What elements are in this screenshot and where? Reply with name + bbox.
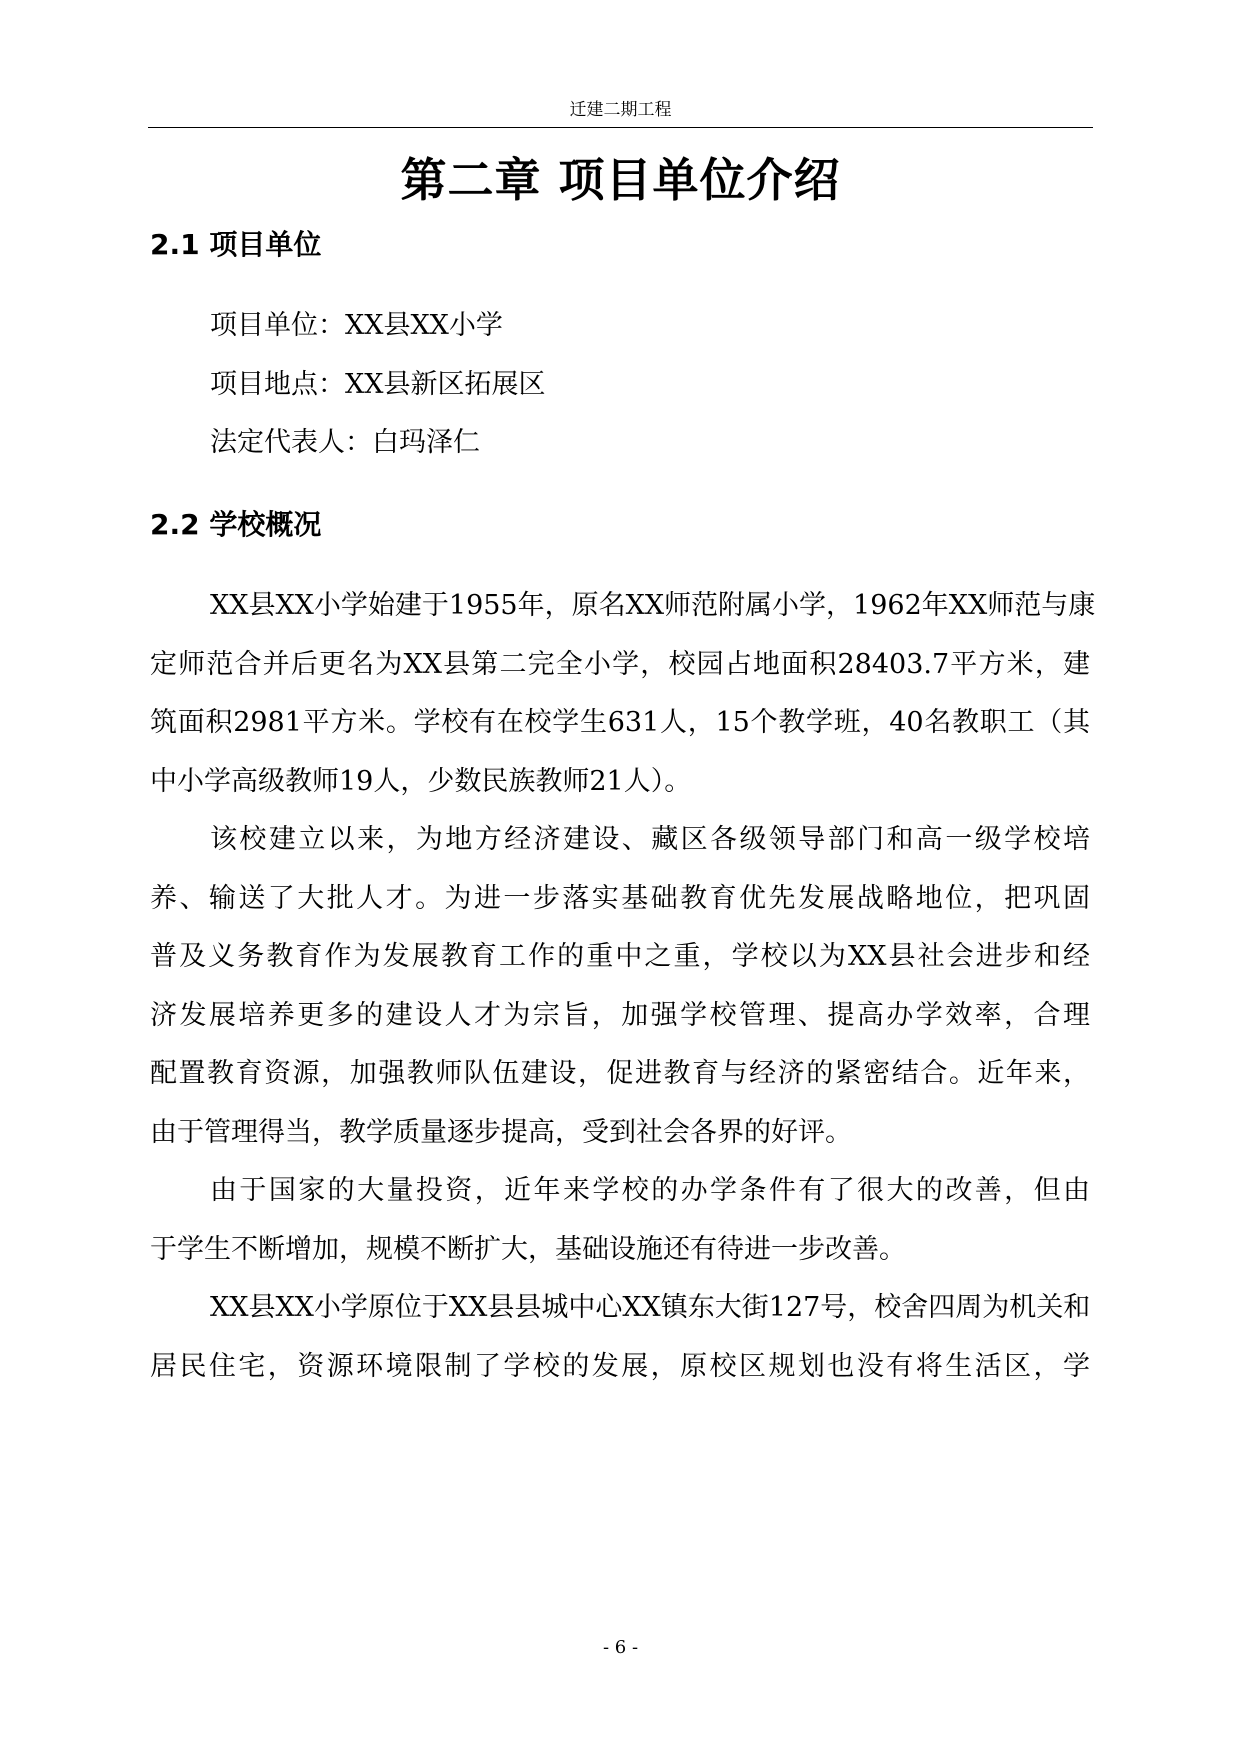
page-number: - 6 - [602, 1637, 639, 1658]
paragraph-line: 定师范合并后更名为XX县第二完全小学，校园占地面积28403.7平方米，建 [150, 649, 1090, 680]
legal-representative-line: 法定代表人：白玛泽仁 [210, 427, 480, 458]
section-heading-2-2: 2.2 学校概况 [150, 508, 322, 541]
paragraph-line: 筑面积2981平方米。学校有在校学生631人，15个教学班，40名教职工（其 [150, 707, 1090, 738]
chapter-title: 第二章 项目单位介绍 [400, 153, 841, 207]
project-unit-line: 项目单位：XX县XX小学 [210, 310, 503, 341]
paragraph-line: 养、输送了大批人才。为进一步落实基础教育优先发展战略地位，把巩固 [150, 883, 1090, 914]
paragraph-line: 由于国家的大量投资，近年来学校的办学条件有了很大的改善，但由 [210, 1175, 1090, 1206]
paragraph-line: 由于管理得当，教学质量逐步提高，受到社会各界的好评。 [150, 1117, 852, 1148]
paragraph-line: 普及义务教育作为发展教育工作的重中之重，学校以为XX县社会进步和经 [150, 941, 1090, 972]
paragraph-line: XX县XX小学原位于XX县县城中心XX镇东大街127号，校舍四周为机关和 [210, 1292, 1091, 1323]
paragraph-line: 该校建立以来，为地方经济建设、藏区各级领导部门和高一级学校培 [210, 824, 1090, 855]
paragraph-line: 居民住宅，资源环境限制了学校的发展，原校区规划也没有将生活区，学 [150, 1351, 1090, 1382]
section-heading-2-1: 2.1 项目单位 [150, 228, 322, 261]
project-location-line: 项目地点：XX县新区拓展区 [210, 369, 546, 400]
paragraph-line: 于学生不断增加，规模不断扩大，基础设施还有待进一步改善。 [150, 1234, 906, 1265]
paragraph-line: 中小学高级教师19人，少数民族教师21人）。 [150, 766, 692, 797]
paragraph-line: XX县XX小学始建于1955年，原名XX师范附属小学，1962年XX师范与康 [210, 590, 1096, 621]
header-title: 迁建二期工程 [569, 100, 672, 120]
header-divider [148, 127, 1093, 128]
paragraph-line: 济发展培养更多的建设人才为宗旨，加强学校管理、提高办学效率，合理 [150, 1000, 1090, 1031]
paragraph-line: 配置教育资源，加强教师队伍建设，促进教育与经济的紧密结合。近年来， [150, 1058, 1090, 1089]
